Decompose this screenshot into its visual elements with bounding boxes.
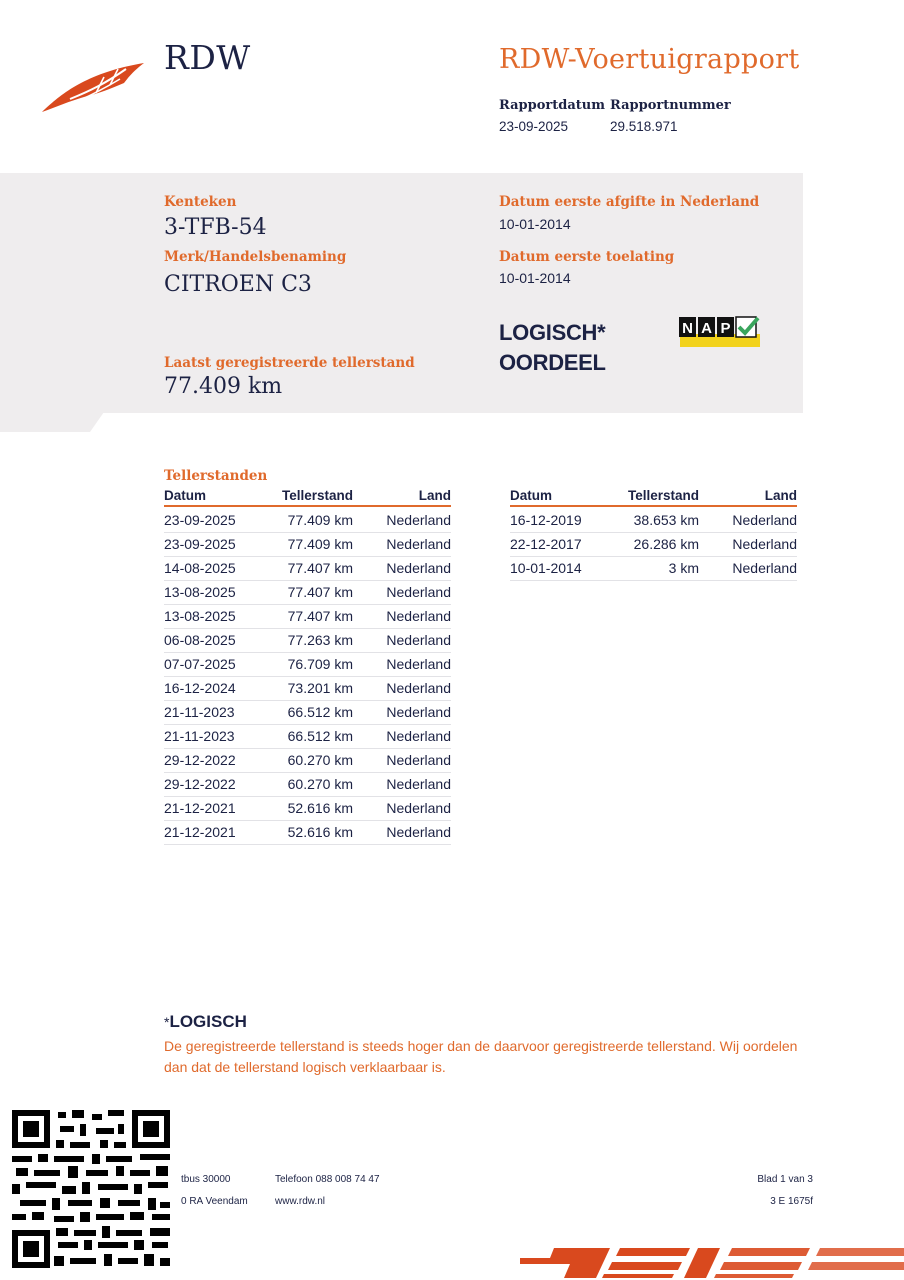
row-land: Nederland bbox=[386, 632, 451, 648]
first-admission-label: Datum eerste toelating bbox=[499, 249, 675, 265]
row-date: 16-12-2024 bbox=[164, 680, 236, 696]
footer-postbus: tbus 30000 bbox=[181, 1174, 231, 1185]
table-row bbox=[164, 821, 451, 845]
header-km: Tellerstand bbox=[281, 488, 353, 503]
table-row bbox=[510, 557, 797, 581]
table-row bbox=[164, 773, 451, 797]
nap-badge-icon bbox=[678, 316, 762, 350]
table-row bbox=[164, 749, 451, 773]
row-date: 14-08-2025 bbox=[164, 560, 236, 576]
row-land: Nederland bbox=[732, 560, 797, 576]
row-land: Nederland bbox=[386, 752, 451, 768]
row-date: 10-01-2014 bbox=[510, 560, 582, 576]
row-land: Nederland bbox=[386, 512, 451, 528]
row-date: 23-09-2025 bbox=[164, 536, 236, 552]
footnote-text: De geregistreerde tellerstand is steeds hoger dan de daarvoor geregistreerde tellerstand. Wij oordelen dan dat de tellerstand logisch verklaarbaar is. bbox=[164, 1038, 798, 1075]
table-row bbox=[510, 509, 797, 533]
odometer-label: Laatst geregistreerde tellerstand bbox=[164, 355, 415, 371]
row-land: Nederland bbox=[386, 608, 451, 624]
report-date-label: Rapportdatum bbox=[499, 98, 605, 113]
header-date: Datum bbox=[164, 488, 207, 503]
row-date: 23-09-2025 bbox=[164, 512, 236, 528]
table-row bbox=[164, 797, 451, 821]
row-date: 29-12-2022 bbox=[164, 776, 236, 792]
rdw-logo-icon bbox=[40, 55, 150, 115]
row-date: 29-12-2022 bbox=[164, 752, 236, 768]
row-date: 21-11-2023 bbox=[164, 728, 235, 744]
row-date: 22-12-2017 bbox=[510, 536, 582, 552]
header-land: Land bbox=[764, 488, 797, 503]
row-km: 60.270 km bbox=[287, 776, 353, 792]
row-km: 77.407 km bbox=[287, 584, 353, 600]
row-km: 60.270 km bbox=[287, 752, 353, 768]
row-land: Nederland bbox=[386, 800, 451, 816]
row-date: 13-08-2025 bbox=[164, 584, 236, 600]
row-km: 26.286 km bbox=[633, 536, 699, 552]
verdict-line-2: OORDEEL bbox=[499, 350, 606, 375]
row-km: 76.709 km bbox=[287, 656, 353, 672]
table-header bbox=[510, 488, 797, 507]
row-km: 77.407 km bbox=[287, 608, 353, 624]
row-land: Nederland bbox=[732, 536, 797, 552]
table-row bbox=[164, 701, 451, 725]
row-km: 52.616 km bbox=[287, 800, 353, 816]
first-issue-nl-value: 10-01-2014 bbox=[499, 216, 571, 232]
row-land: Nederland bbox=[386, 680, 451, 696]
row-land: Nederland bbox=[386, 728, 451, 744]
readings-table-right bbox=[510, 488, 797, 581]
row-date: 21-12-2021 bbox=[164, 800, 236, 816]
footer-website[interactable]: www.rdw.nl bbox=[275, 1196, 326, 1207]
header-km: Tellerstand bbox=[627, 488, 699, 503]
row-date: 21-12-2021 bbox=[164, 824, 236, 840]
row-date: 07-07-2025 bbox=[164, 656, 236, 672]
first-admission-value: 10-01-2014 bbox=[499, 270, 571, 286]
row-date: 06-08-2025 bbox=[164, 632, 236, 648]
plate-label: Kenteken bbox=[164, 194, 237, 210]
make-label: Merk/Handelsbenaming bbox=[164, 249, 347, 265]
footer-page: Blad 1 van 3 bbox=[757, 1174, 813, 1185]
footer-city: 0 RA Veendam bbox=[181, 1196, 248, 1207]
header-land: Land bbox=[418, 488, 451, 503]
row-km: 73.201 km bbox=[287, 680, 353, 696]
table-row bbox=[164, 725, 451, 749]
table-row bbox=[164, 581, 451, 605]
row-km: 38.653 km bbox=[633, 512, 699, 528]
header-date: Datum bbox=[510, 488, 553, 503]
table-header bbox=[164, 488, 451, 507]
table-row bbox=[164, 653, 451, 677]
report-number: 29.518.971 bbox=[610, 119, 678, 134]
footer-stripes-decoration bbox=[520, 1244, 904, 1280]
row-km: 66.512 km bbox=[287, 728, 353, 744]
table-row bbox=[164, 677, 451, 701]
footnote-asterisk: * bbox=[164, 1014, 170, 1030]
row-km: 77.263 km bbox=[287, 632, 353, 648]
row-date: 16-12-2019 bbox=[510, 512, 582, 528]
footnote-title bbox=[164, 1012, 247, 1032]
brand-wordmark: RDW bbox=[164, 38, 251, 77]
table-row bbox=[510, 533, 797, 557]
row-land: Nederland bbox=[386, 584, 451, 600]
nap-letter-a: A bbox=[701, 320, 712, 337]
readings-table-left bbox=[164, 488, 451, 845]
table-row bbox=[164, 557, 451, 581]
footer-phone: Telefoon 088 008 74 47 bbox=[275, 1174, 380, 1185]
row-km: 77.409 km bbox=[287, 536, 353, 552]
plate-value: 3-TFB-54 bbox=[164, 215, 267, 240]
row-km: 52.616 km bbox=[287, 824, 353, 840]
row-land: Nederland bbox=[386, 824, 451, 840]
odometer-value: 77.409 km bbox=[164, 374, 283, 399]
table-row bbox=[164, 509, 451, 533]
row-land: Nederland bbox=[386, 536, 451, 552]
table-body bbox=[510, 507, 797, 581]
row-land: Nederland bbox=[386, 656, 451, 672]
row-km: 77.407 km bbox=[287, 560, 353, 576]
qr-code-icon bbox=[10, 1108, 172, 1270]
table-body bbox=[164, 507, 451, 845]
report-number-label: Rapportnummer bbox=[610, 98, 731, 113]
row-km: 77.409 km bbox=[287, 512, 353, 528]
row-km: 66.512 km bbox=[287, 704, 353, 720]
row-date: 13-08-2025 bbox=[164, 608, 236, 624]
panel-tail-decoration bbox=[0, 412, 110, 434]
row-land: Nederland bbox=[732, 512, 797, 528]
footer-code: 3 E 1675f bbox=[770, 1196, 813, 1207]
row-land: Nederland bbox=[386, 776, 451, 792]
nap-letter-n: N bbox=[682, 320, 693, 337]
table-row bbox=[164, 605, 451, 629]
row-km: 3 km bbox=[668, 560, 699, 576]
readings-title: Tellerstanden bbox=[164, 468, 268, 484]
report-date: 23-09-2025 bbox=[499, 119, 569, 134]
row-land: Nederland bbox=[386, 704, 451, 720]
table-row bbox=[164, 629, 451, 653]
verdict-line-1: LOGISCH* bbox=[499, 320, 606, 345]
table-row bbox=[164, 533, 451, 557]
verdict bbox=[499, 318, 606, 378]
make-value: CITROEN C3 bbox=[164, 272, 312, 297]
row-land: Nederland bbox=[386, 560, 451, 576]
footnote-title-text: LOGISCH bbox=[169, 1012, 247, 1031]
nap-letter-p: P bbox=[720, 320, 731, 337]
first-issue-nl-label: Datum eerste afgifte in Nederland bbox=[499, 194, 760, 210]
report-title: RDW-Voertuigrapport bbox=[499, 44, 800, 75]
row-date: 21-11-2023 bbox=[164, 704, 235, 720]
